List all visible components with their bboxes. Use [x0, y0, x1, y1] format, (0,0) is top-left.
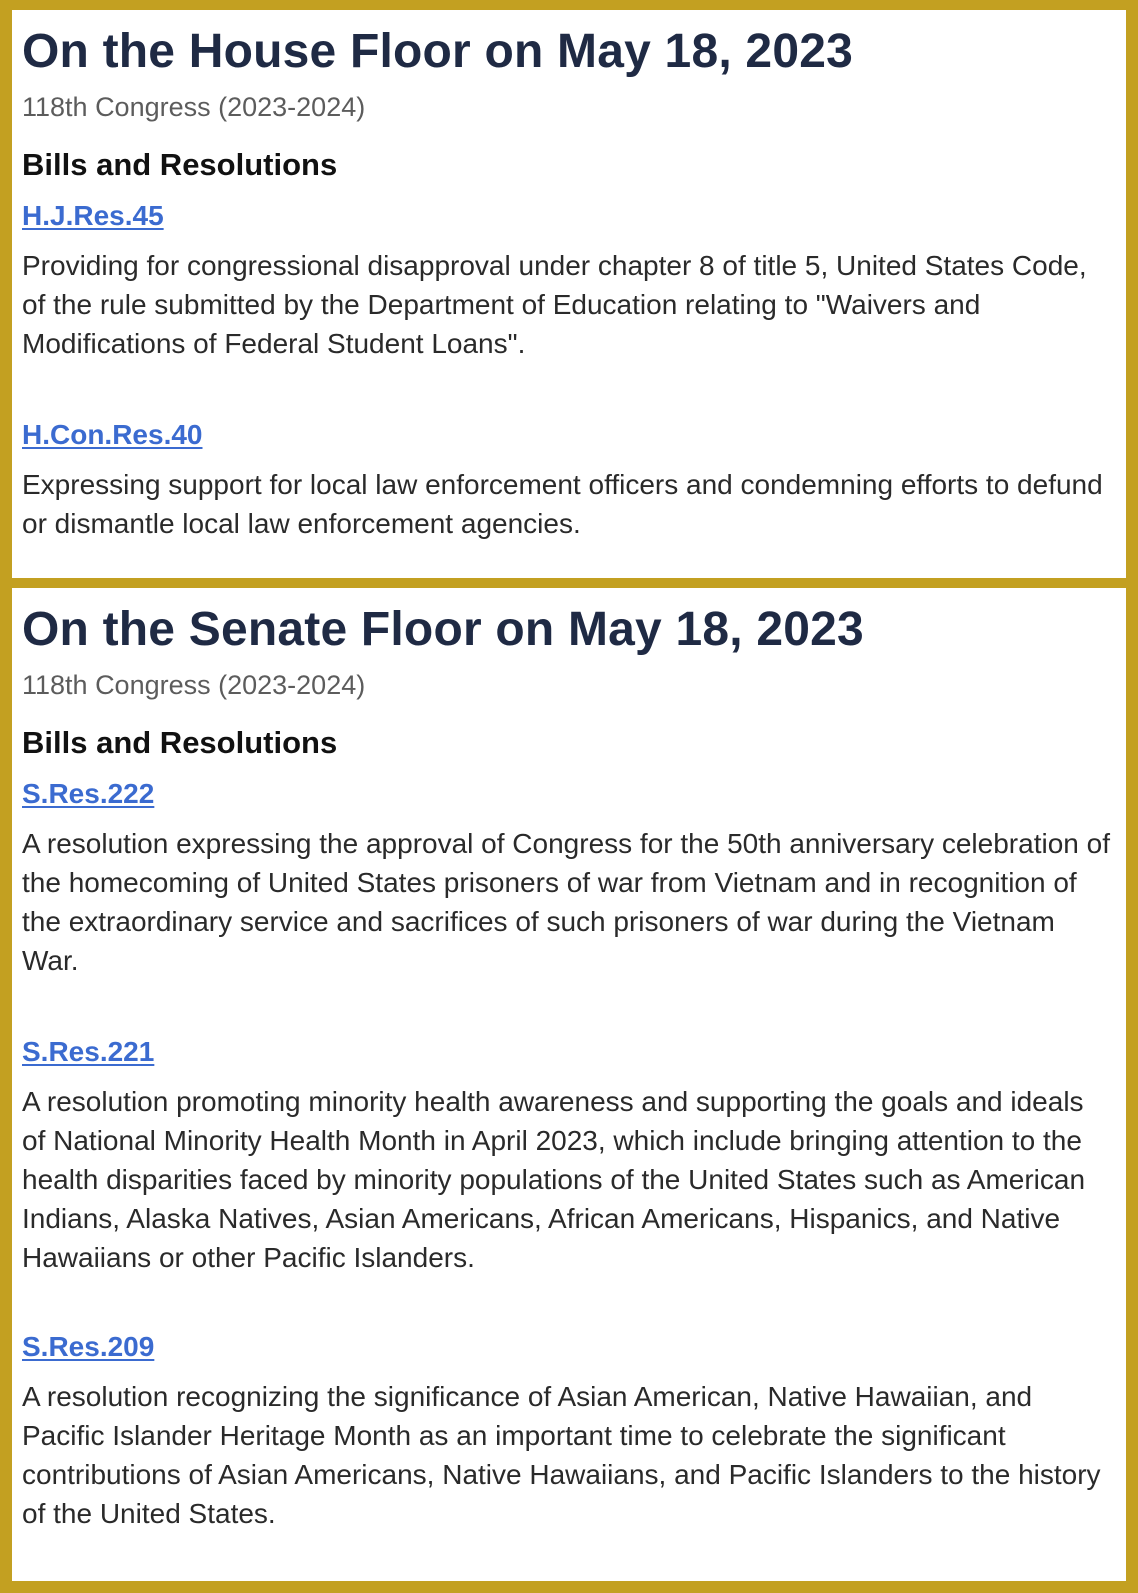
house-section-heading: Bills and Resolutions: [22, 147, 338, 182]
bill-item: [22, 1034, 1112, 1277]
bill-item: [22, 198, 1112, 363]
bill-link-sres221[interactable]: S.Res.221: [22, 1036, 155, 1067]
bill-item: [22, 776, 1112, 980]
bill-description: Expressing support for local law enforcement officers and condemning efforts to defund or dismantle local law enforcement agencies.: [22, 469, 1103, 539]
bill-item: [22, 417, 1112, 543]
bill-link-hconres40[interactable]: H.Con.Res.40: [22, 419, 203, 450]
bill-link-hjres45[interactable]: H.J.Res.45: [22, 200, 164, 231]
bill-item: [22, 1329, 1112, 1533]
bill-description: Providing for congressional disapproval under chapter 8 of title 5, United States Code, of the rule submitted by the Department of Education relating to "Waivers and Modifications of Federal Student Loans".: [22, 250, 1087, 359]
bill-link-sres209[interactable]: S.Res.209: [22, 1331, 155, 1362]
bill-description: A resolution promoting minority health awareness and supporting the goals and ideals of National Minority Health Month in April 2023, which include bringing attention to the health disparities faced by minority populations of the United States such as American Indians, Alaska Natives, Asian Americans, African Americans, Hispanics, and Native Hawaiians or other Pacific Islanders.: [22, 1086, 1086, 1273]
senate-floor-panel: [12, 588, 1126, 1581]
bill-description: A resolution expressing the approval of Congress for the 50th anniversary celebration of the homecoming of United States prisoners of war from Vietnam and in recognition of the extraordinary service and sacrifices of such prisoners of war during the Vietnam War.: [22, 828, 1110, 976]
bill-link-sres222[interactable]: S.Res.222: [22, 778, 155, 809]
senate-floor-title: On the Senate Floor on May 18, 2023: [22, 603, 864, 656]
house-floor-title: On the House Floor on May 18, 2023: [22, 25, 854, 78]
senate-congress-label: 118th Congress (2023-2024): [22, 670, 366, 700]
bill-description: A resolution recognizing the significance of Asian American, Native Hawaiian, and Pacific Islander Heritage Month as an important time to celebrate the significant contributions of Asian Americans, Native Hawaiians, and Pacific Islanders to the history of the United States.: [22, 1381, 1101, 1529]
house-floor-panel: [12, 10, 1126, 578]
senate-section-heading: Bills and Resolutions: [22, 725, 338, 760]
house-congress-label: 118th Congress (2023-2024): [22, 92, 366, 122]
